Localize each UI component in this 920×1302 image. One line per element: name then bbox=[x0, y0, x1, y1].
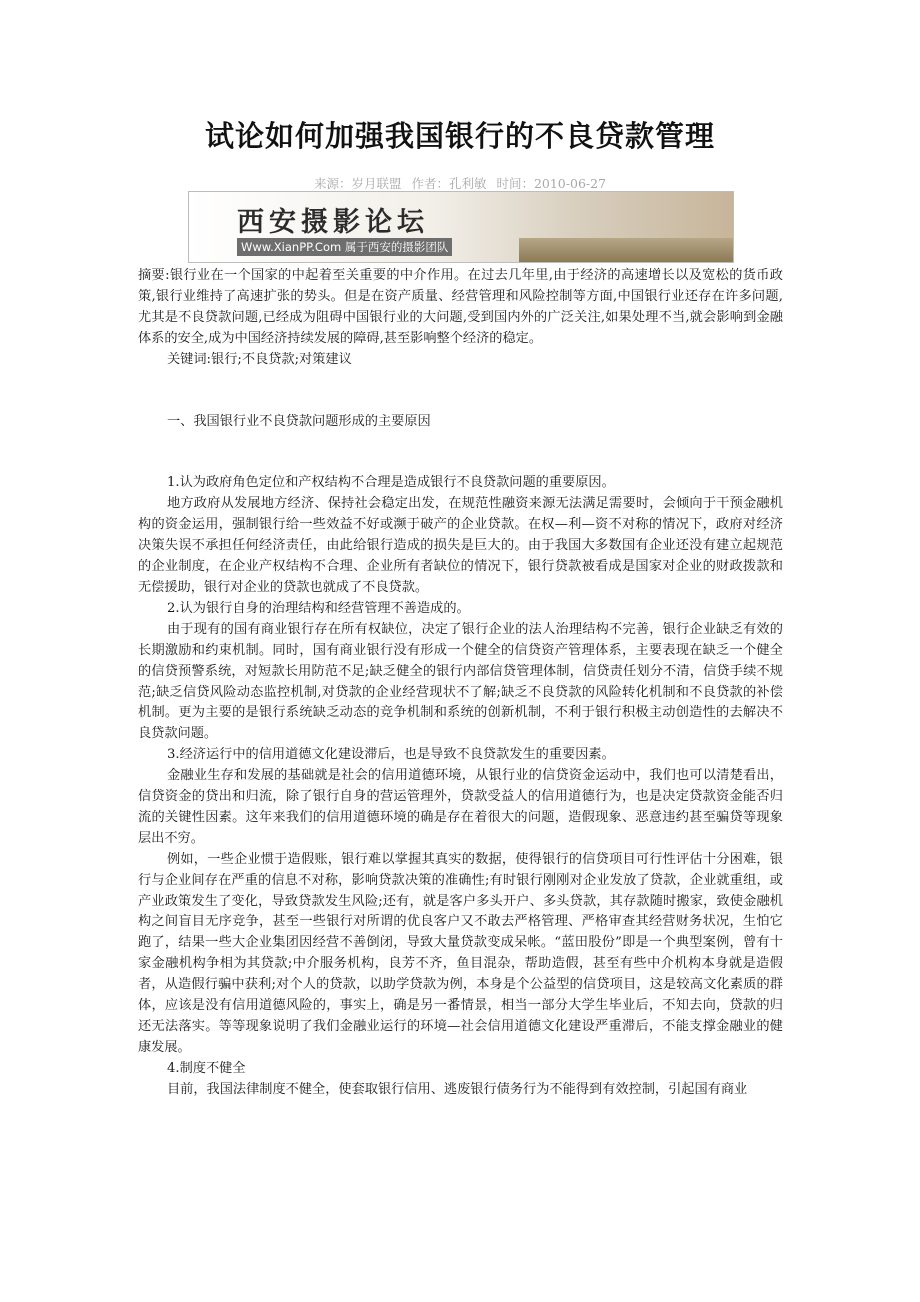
section-heading: 一、我国银行业不良贷款问题形成的主要原因 bbox=[167, 413, 431, 429]
article-meta bbox=[0, 174, 920, 192]
point-3-example-paragraph: 例如，一些企业惯于造假账，银行难以掌握其真实的数据，使得银行的信贷项目可行性评估十分困难，银行与企业间存在严重的信息不对称，影响贷款决策的准确性;有时银行刚刚对企业发放了贷款，企业就重组，或产业政策发生了变化，导致贷款发生风险;还有，就是客户多头开户、多头贷款，其存款随时搬家，致使金融机构之间盲目无序竞争，甚至一些银行对所谓的优良客户又不敢去严格管理、严格审查其经营财务状况，生怕它跑了，结果一些大企业集团因经营不善倒闭，导致大量贷款变成呆帐。“蓝田股份”即是一个典型案例，曾有十家金融机构争相为其贷款;中介服务机构，良芳不齐，鱼目混杂，帮助造假，甚至有些中介机构本身就是造假者，从造假行骗中获利;对个人的贷款，以助学贷款为例，本身是个公益型的信贷项目，这是较高文化素质的群体，应该是没有信用道德风险的，事实上，确是另一番情景，相当一部分大学生毕业后，不知去向，贷款的归还无法落实。等等现象说明了我们金融业运行的环境—社会信用道德文化建设严重滞后，不能支撑金融业的健康发展。 bbox=[138, 851, 783, 1055]
point-2-heading: 2.认为银行自身的治理结构和经营管理不善造成的。 bbox=[167, 600, 470, 616]
meta-source: 来源：岁月联盟 bbox=[313, 176, 402, 191]
banner-landscape bbox=[519, 238, 733, 262]
point-2-paragraph: 由于现有的国有商业银行存在所有权缺位，决定了银行企业的法人治理结构不完善，银行企业缺乏有效的长期激励和约束机制。同时，国有商业银行没有形成一个健全的信贷资产管理体系，主要表现在缺乏一个健全的信贷预警系统，对短款长用防范不足;缺乏健全的银行内部信贷管理体制，信贷责任划分不清，信贷手续不规范;缺乏信贷风险动态监控机制,对贷款的企业经营现状不了解;缺乏不良贷款的风险转化机制和不良贷款的补偿机制。更为主要的是银行系统缺乏动态的竞争机制和系统的创新机制，不利于银行积极主动创造性的去解决不良贷款问题。 bbox=[138, 621, 783, 742]
banner-url-text: Www.XianPP.Com 属于西安的摄影团队 bbox=[237, 238, 452, 256]
abstract-paragraph: 摘要:银行业在一个国家的中起着至关重要的中介作用。在过去几年里,由于经济的高速增长以及宽松的货币政策,银行业维持了高速扩张的势头。但是在资产质量、经营管理和风险控制等方面,中国银行业还存在许多问题,尤其是不良贷款问题,已经成为阻碍中国银行业的大问题,受到国内外的广泛关注,如果处理不当,就会影响到金融体系的安全,成为中国经济持续发展的障碍,甚至影响整个经济的稳定。 bbox=[138, 268, 783, 346]
point-4-heading: 4.制度不健全 bbox=[167, 1060, 246, 1076]
point-3-heading: 3.经济运行中的信用道德文化建设滞后，也是导致不良贷款发生的重要因素。 bbox=[167, 747, 615, 763]
article-title: 试论如何加强我国银行的不良贷款管理 bbox=[204, 119, 715, 153]
point-4-paragraph: 目前，我国法律制度不健全，使套取银行信用、逃废银行债务行为不能得到有效控制，引起国有商业 bbox=[167, 1081, 748, 1097]
banner-logo-text: 西安摄影论坛 bbox=[237, 207, 429, 238]
meta-time: 时间：2010-06-27 bbox=[496, 176, 607, 191]
point-1-paragraph: 地方政府从发展地方经济、保持社会稳定出发，在规范性融资来源无法满足需要时，会倾向于干预金融机构的资金运用，强制银行给一些效益不好或濒于破产的企业贷款。在权—利—资不对称的情况下，政府对经济决策失误不承担任何经济责任，由此给银行造成的损失是巨大的。由于我国大多数国有企业还没有建立起规范的企业制度，在企业产权结构不合理、企业所有者缺位的情况下，银行贷款被看成是国家对企业的财政拨款和无偿援助，银行对企业的贷款也就成了不良贷款。 bbox=[138, 496, 783, 595]
point-3-paragraph: 金融业生存和发展的基础就是社会的信用道德环境，从银行业的信贷资金运动中，我们也可以清楚看出，信贷资金的贷出和归流，除了银行自身的营运管理外，贷款受益人的信用道德行为，也是决定贷款资金能否归流的关键性因素。这年来我们的信用道德环境的确是存在着很大的问题，造假现象、恶意违约甚至骗贷等现象层出不穷。 bbox=[138, 768, 783, 846]
article-body bbox=[138, 266, 783, 1101]
meta-author: 作者：孔利敏 bbox=[411, 176, 487, 191]
banner-image bbox=[188, 191, 734, 263]
keywords-line: 关键词:银行;不良贷款;对策建议 bbox=[167, 351, 352, 367]
point-1-heading: 1.认为政府角色定位和产权结构不合理是造成银行不良贷款问题的重要原因。 bbox=[167, 475, 615, 491]
